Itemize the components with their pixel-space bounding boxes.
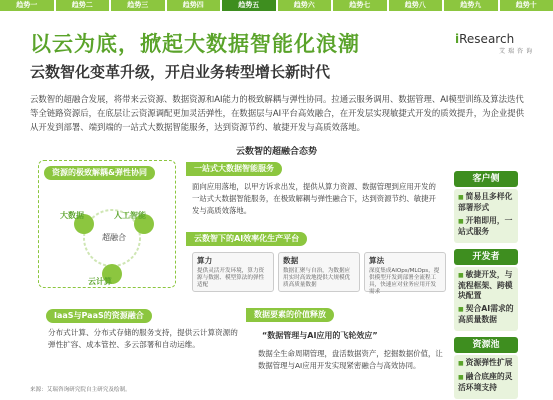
flywheel-quote: “数据管理与AI应用的飞轮效应” xyxy=(262,331,378,340)
page-subtitle: 云数智化变革升级，开启业务转型增长新时代 xyxy=(30,63,331,81)
iaas-panel xyxy=(40,305,240,377)
customer-head: 客户侧 xyxy=(454,171,518,187)
tab-trend-4[interactable]: 趋势四 xyxy=(167,0,221,11)
customer-list xyxy=(454,189,518,243)
tab-trend-8[interactable]: 趋势八 xyxy=(389,0,443,11)
iresearch-logo: iResearch 艾瑞咨询 xyxy=(455,32,535,55)
right-column xyxy=(454,165,518,399)
card-algorithm: 算法 深度集成AIOps/MLOps，提供模型开发到部署全流程工具，快速应对业务应用开发需求 xyxy=(364,252,446,292)
resource-pool-list xyxy=(454,355,518,399)
tab-trend-3[interactable]: 趋势三 xyxy=(111,0,165,11)
label-cloud: 云计算 xyxy=(88,277,112,286)
data-value-head: 数据要素的价值释放 xyxy=(246,308,334,322)
card-compute: 算力 提供灵活开发环境，算力资源与数据、模型算法的弹性适配 xyxy=(192,252,274,292)
tab-trend-2[interactable]: 趋势二 xyxy=(56,0,110,11)
resource-pool-head: 资源池 xyxy=(454,337,518,353)
list-item: ■ 敏捷开发，与流程框架、跨模块配置 xyxy=(458,270,514,301)
onestop-head: 一站式大数据智能服务 xyxy=(186,162,282,176)
tab-trend-7[interactable]: 趋势七 xyxy=(333,0,387,11)
tab-trend-6[interactable]: 趋势六 xyxy=(278,0,332,11)
diagram-title: 云数智的超融合态势 xyxy=(235,147,317,157)
tab-trend-9[interactable]: 趋势九 xyxy=(444,0,498,11)
list-item: ■ 契合AI需求的高质量数据 xyxy=(458,304,514,325)
list-item: ■ 开箱即用，一站式服务 xyxy=(458,216,514,237)
list-item: ■ 简易且多样化部署形式 xyxy=(458,192,514,213)
center-label: 超融合 xyxy=(102,233,126,242)
tab-trend-10[interactable]: 趋势十 xyxy=(500,0,553,11)
tab-trend-1[interactable]: 趋势一 xyxy=(0,0,54,11)
data-value-text: 数据全生命周期管理，盘活数据资产，挖掘数据价值，让数据管理与AI应用开发实现紧密融合与高效协同。 xyxy=(258,349,443,370)
label-bigdata: 大数据 xyxy=(60,211,84,220)
iaas-paas-pill: IaaS与PaaS的资源融合 xyxy=(46,309,152,323)
onestop-text: 面向应用落地，以甲方诉求出发，提供从算力资源、数据管理到应用开发的一站式大数据智能服务，在极致解耦与弹性融合下，达到资源节约、敏捷开发与高质效落地。 xyxy=(192,182,436,215)
trend-tabs xyxy=(0,0,553,11)
developer-head: 开发者 xyxy=(454,249,518,265)
label-ai: 人工智能 xyxy=(114,211,146,220)
intro-paragraph: 云数智的超融合发展，将带来云资源、数据资源和AI能力的极致解耦与弹性协同。拉通云服务调用、数据管理、AI模型训练及算法迭代等全链路资源后，在底层让云资源调配更加灵活弹性，在数据层与AI平台高效融合，在开发层实现敏捷式开发的质效提升，为企业提供从开发到部署、端到端的一站式大数据智能服务，达到资源节约、敏捷开发与高质效落地。 xyxy=(30,94,524,132)
iaas-text: 分布式计算、分布式存储的服务支持，提供云计算资源的弹性扩容、成本管控、多云部署和自动运维。 xyxy=(48,328,238,349)
tab-trend-5[interactable]: 趋势五 xyxy=(222,0,276,11)
ai-platform-head: 云数智下的AI效率化生产平台 xyxy=(186,232,307,246)
page-title: 以云为底，掀起大数据智能化浪潮 xyxy=(30,32,360,56)
list-item: ■ 融合底座的灵活环境支持 xyxy=(458,372,514,393)
resource-pill: 资源的极致解耦&弹性协同 xyxy=(44,166,155,180)
card-data: 数据 数据汇聚与自治，为数据应用实时高效地提供大规模优质高质量数据 xyxy=(278,252,360,292)
list-item: ■ 资源弹性扩展 xyxy=(458,358,514,369)
developer-list xyxy=(454,267,518,331)
source-note: 来源：艾瑞咨询研究院自主研究及绘制。 xyxy=(30,387,131,393)
